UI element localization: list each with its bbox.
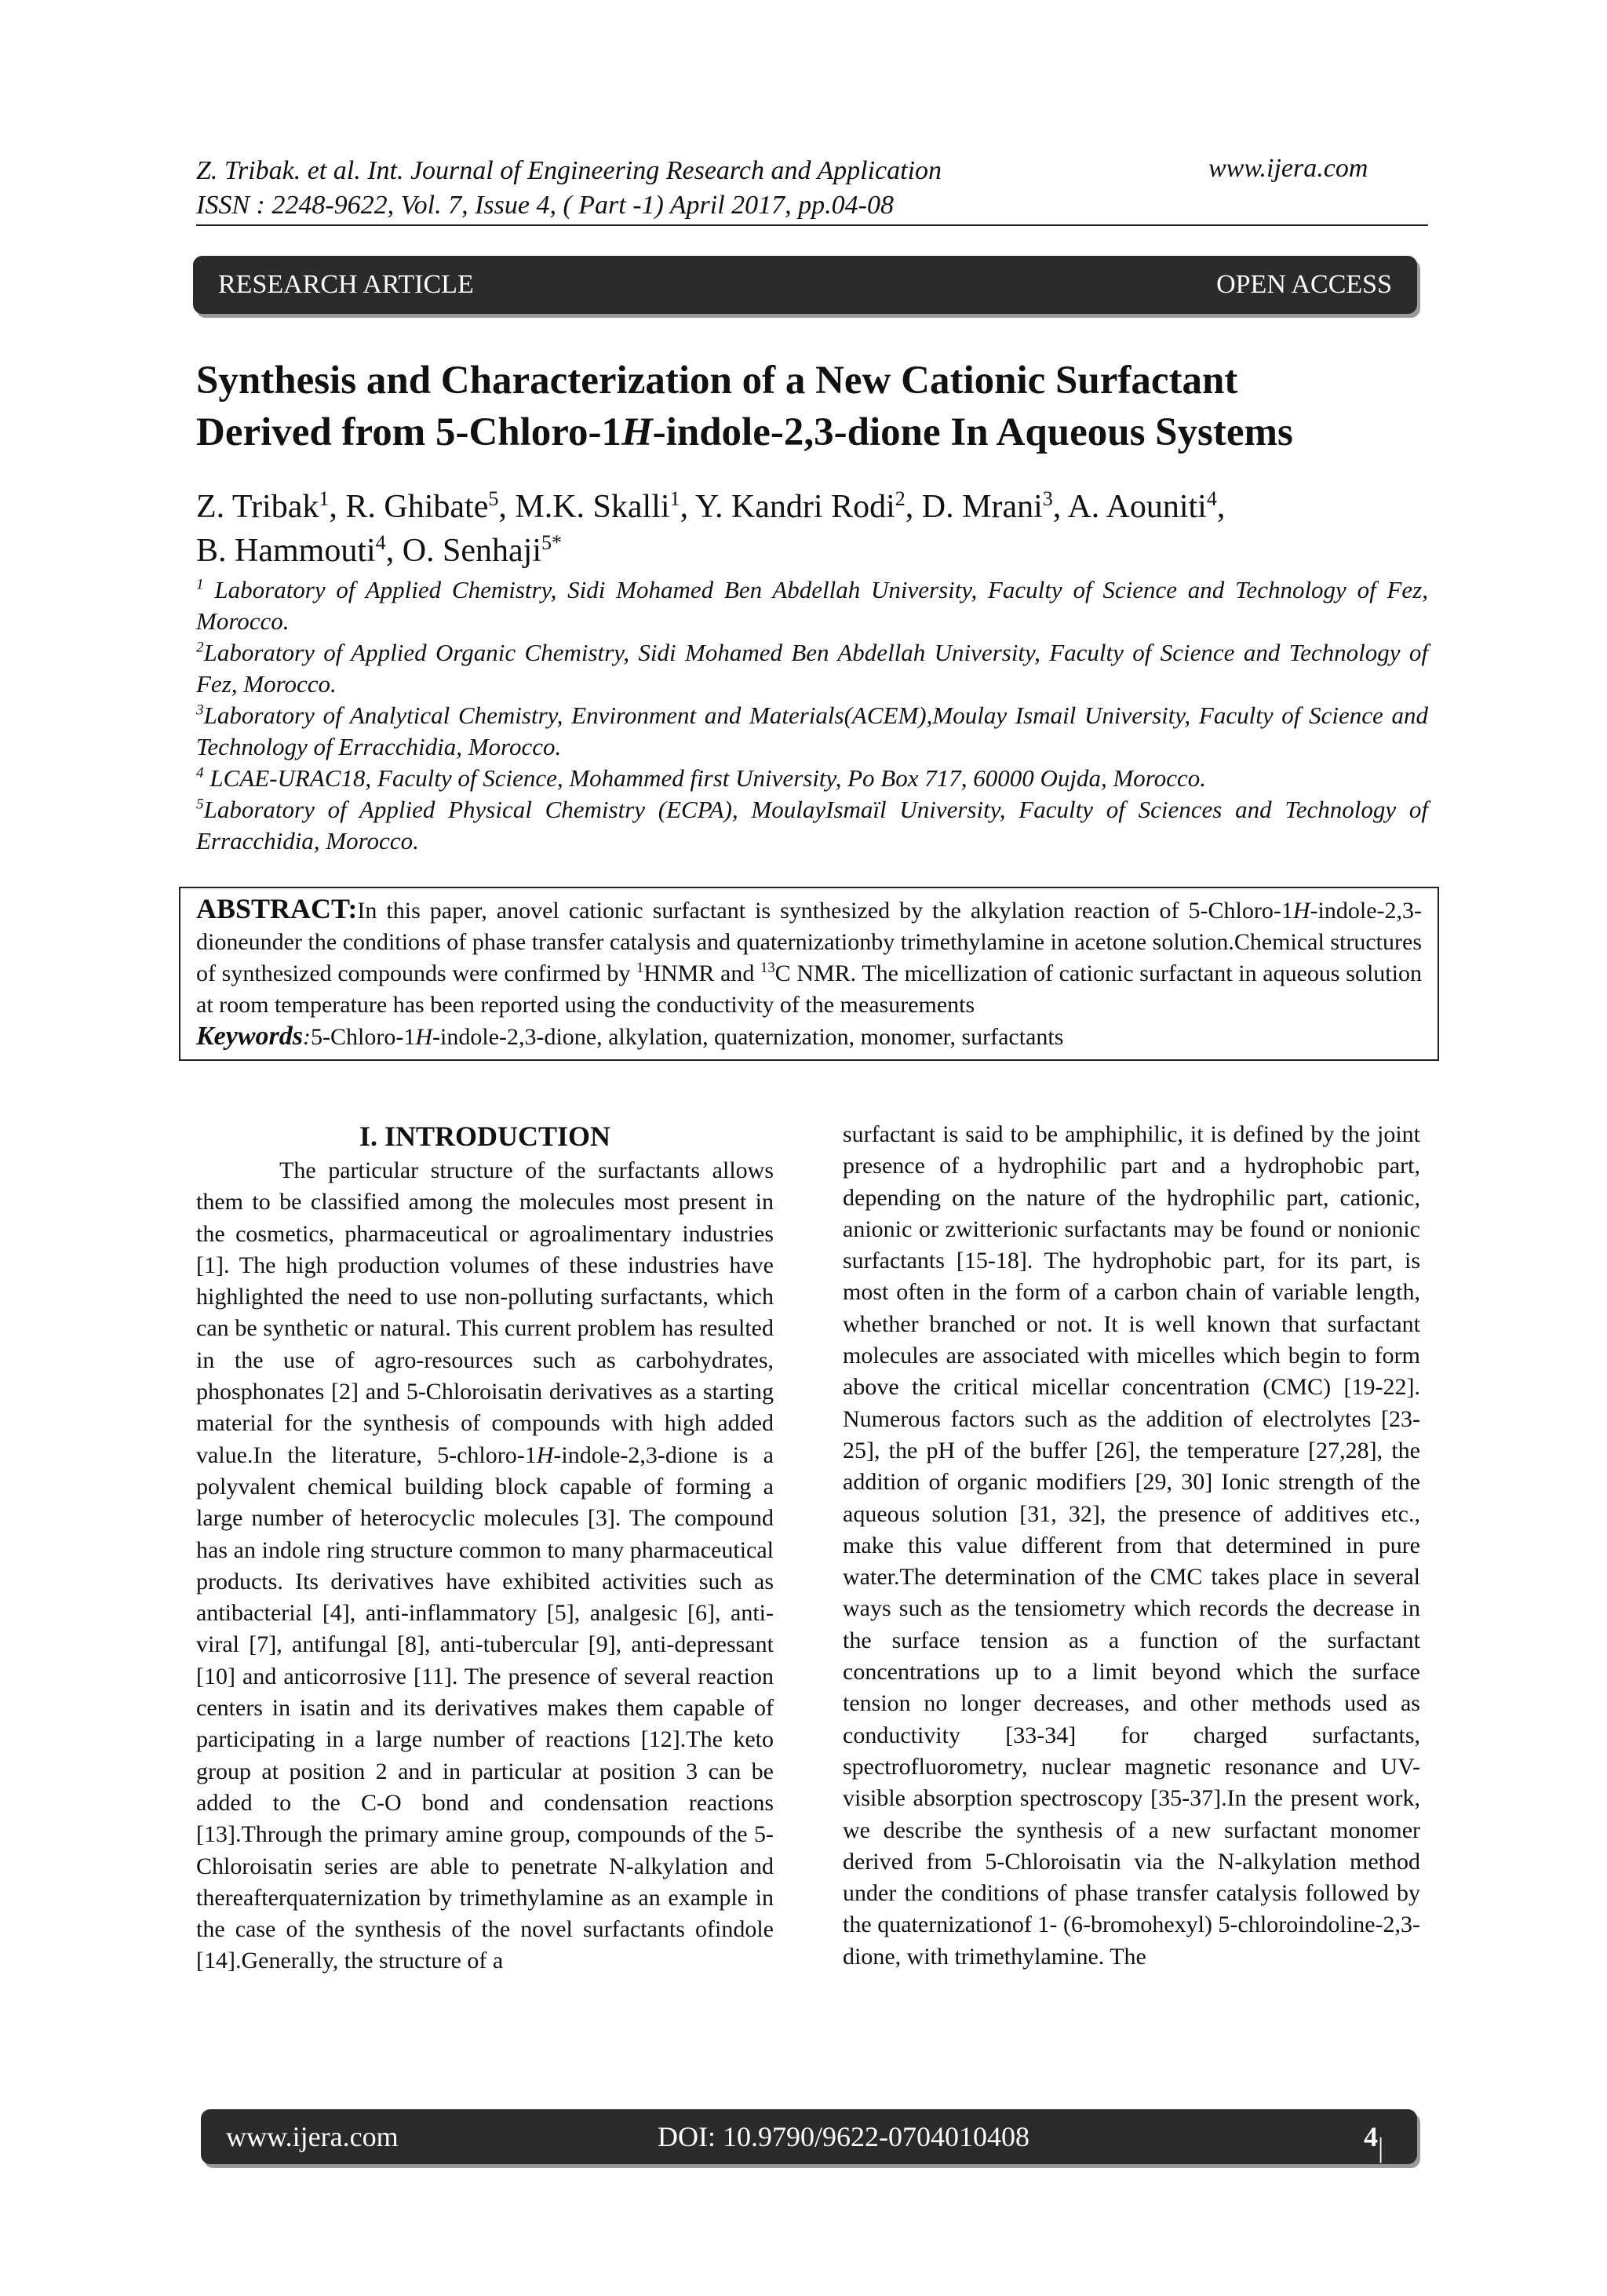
title-text: Derived from 5-Chloro-1 — [196, 410, 621, 454]
page-number: 4 | P a g e — [1364, 2121, 1393, 2295]
affiliation: $^4$ LCAE-URAC18, Faculty of Science, Mohammed first University, Po Box 717, 60000 Oujda, Morocco. — [196, 764, 1206, 792]
author: Z. Tribak$^1$ — [196, 487, 330, 525]
affiliation: $^2$Laboratory of Applied Organic Chemistry, Sidi Mohamed Ben Abdellah University, Faculty of Science and Technology of Fez, Morocco. — [196, 639, 1428, 698]
title-text: -indole-2,3-dione In Aqueous Systems — [652, 410, 1293, 454]
affiliation: $^5$Laboratory of Applied Physical Chemistry (ECPA), MoulayIsmaïl University, Faculty of Sciences and Technology of Erracchidia, Morocco. — [196, 796, 1428, 855]
author: B. Hammouti$^4$ — [196, 531, 386, 569]
footer-doi: DOI: 10.9790/9622-0704010408 — [658, 2121, 1029, 2152]
author: M.K. Skalli$^1$ — [515, 487, 680, 525]
affiliation: $^3$Laboratory of Analytical Chemistry, Environment and Materials(ACEM),Moulay Ismail University, Faculty of Science and Technology of Erracchidia, Morocco. — [196, 702, 1428, 760]
title-line-1: Synthesis and Characterization of a New Cationic Surfactant — [196, 359, 1238, 403]
title-italic: H — [621, 410, 653, 454]
author: A. Aouniti$^4$ — [1067, 487, 1217, 525]
body-column-right — [843, 1119, 1420, 1973]
paper-title — [196, 355, 1428, 458]
author: D. Mrani$^3$ — [921, 487, 1053, 525]
page-footer — [201, 2109, 1417, 2295]
issn-line: ISSN : 2248-9622, Vol. 7, Issue 4, ( Part -1) April 2017, pp.04-08 — [196, 191, 894, 220]
journal-citation: Z. Tribak. et al. Int. Journal of Engineering Research and Application — [196, 156, 942, 185]
keywords: Keywords:5-Chloro-1H-indole-2,3-dione, alkylation, quaternization, monomer, surfactants — [196, 1022, 1064, 1051]
intro-paragraph-continued: surfactant is said to be amphiphilic, it is defined by the joint presence of a hydrophilic part and a hydrophobic part, depending on the nature of the hydrophilic part, cationic, anionic or zwitterionic surfactants may be found or nonionic surfactants [15-18]. The hydrophobic part, for its part, is most often in the form of a carbon chain of variable length, whether branched or not. It is well known that surfactant molecules are associated with micelles which begin to form above the critical micellar concentration (CMC) [19-22]. Numerous factors such as the addition of electrolytes [23-25], the pH of the buffer [26], the temperature [27,28], the addition of organic modifiers [29, 30] Ionic strength of the aqueous solution [31, 32], the presence of additives etc., make this value different from that determined in pure water.The determination of the CMC takes place in several ways such as the tensiometry which records the decrease in the surface tension as a function of the surfactant concentrations up to a limit beyond which the surface tension no longer decreases, and other methods used as conductivity [33-34] for charged surfactants, spectrofluorometry, nuclear magnetic resonance and UV-visible absorption spectroscopy [35-37].In the present work, we describe the synthesis of a new surfactant monomer derived from 5-Chloroisatin via the N-alkylation method under the conditions of phase transfer catalysis followed by the quaternizationof 1- (6-bromohexyl) 5-chloroindoline-2,3-dione, with trimethylamine. The — [843, 1121, 1420, 1970]
footer-website-link[interactable]: www.ijera.com — [226, 2121, 399, 2152]
abstract-text: ABSTRACT:In this paper, anovel cationic surfactant is synthesized by the alkylation reaction of 5-Chloro-1H-indole-2,3-dioneunder the conditions of phase transfer catalysis and quaternizationby trimethylamine in acetone solution.Chemical structures of synthesized compounds were confirmed by $^1$HNMR and $^{13}$C NMR. The micellization of cationic surfactant in aqueous solution at room temperature has been reported using the conductivity of the measurements — [196, 893, 1422, 1018]
body-column-left — [196, 1119, 774, 1977]
author: O. Senhaji$^{5*}$ — [402, 531, 563, 569]
open-access-label: OPEN ACCESS — [1216, 270, 1392, 299]
article-type-banner — [193, 256, 1417, 314]
intro-paragraph: The particular structure of the surfactants allows them to be classified among the molecules most present in the cosmetics, pharmaceutical or agroalimentary industries [1]. The high production volumes of these industries have highlighted the need to use non-polluting surfactants, which can be synthetic or natural. This current problem has resulted in the use of agro-resources such as carbohydrates, phosphonates [2] and 5-Chloroisatin derivatives as a starting material for the synthesis of compounds with high added value.In the literature, 5-chloro-1H-indole-2,3-dione is a polyvalent chemical building block capable of forming a large number of heterocyclic molecules [3]. The compound has an indole ring structure common to many pharmaceutical products. Its derivatives have exhibited activities such as antibacterial [4], anti-inflammatory [5], analgesic [6], anti-viral [7], antifungal [8], anti-tubercular [9], anti-depressant [10] and anticorrosive [11]. The presence of several reaction centers in isatin and its derivatives makes them capable of participating in a large number of reactions [12].The keto group at position 2 and in particular at position 3 can be added to the C-O bond and condensation reactions [13].Through the primary amine group, compounds of the 5-Chloroisatin series are able to penetrate N-alkylation and thereafterquaternization by trimethylamine as an example in the case of the synthesis of the novel surfactants ofindole [14].Generally, the structure of a — [196, 1157, 774, 1974]
affiliation: $^1$ Laboratory of Applied Chemistry, Sidi Mohamed Ben Abdellah University, Faculty of Science and Technology of Fez, Morocco. — [196, 576, 1428, 635]
abstract-label: ABSTRACT: — [196, 893, 358, 924]
section-heading-introduction: I. INTRODUCTION — [359, 1121, 611, 1152]
journal-website-link[interactable]: www.ijera.com — [1208, 154, 1368, 183]
journal-citation-header — [196, 154, 942, 223]
author: R. Ghibate$^5$ — [345, 487, 499, 525]
affiliations — [196, 574, 1428, 857]
research-article-label: RESEARCH ARTICLE — [218, 270, 474, 299]
title-line-2 — [196, 406, 1428, 458]
author: Y. Kandri Rodi$^2$ — [695, 487, 906, 525]
author-list: Z. Tribak$^1$, R. Ghibate$^5$, M.K. Skalli$^1$, Y. Kandri Rodi$^2$, D. Mrani$^3$, A. Aouniti$^4$, B. Hammouti$^4$, O. Senhaji$^{5*}$ — [196, 487, 1226, 569]
abstract-box — [179, 887, 1439, 1061]
keywords-label: Keywords — [196, 1022, 303, 1051]
header-divider — [196, 224, 1428, 226]
